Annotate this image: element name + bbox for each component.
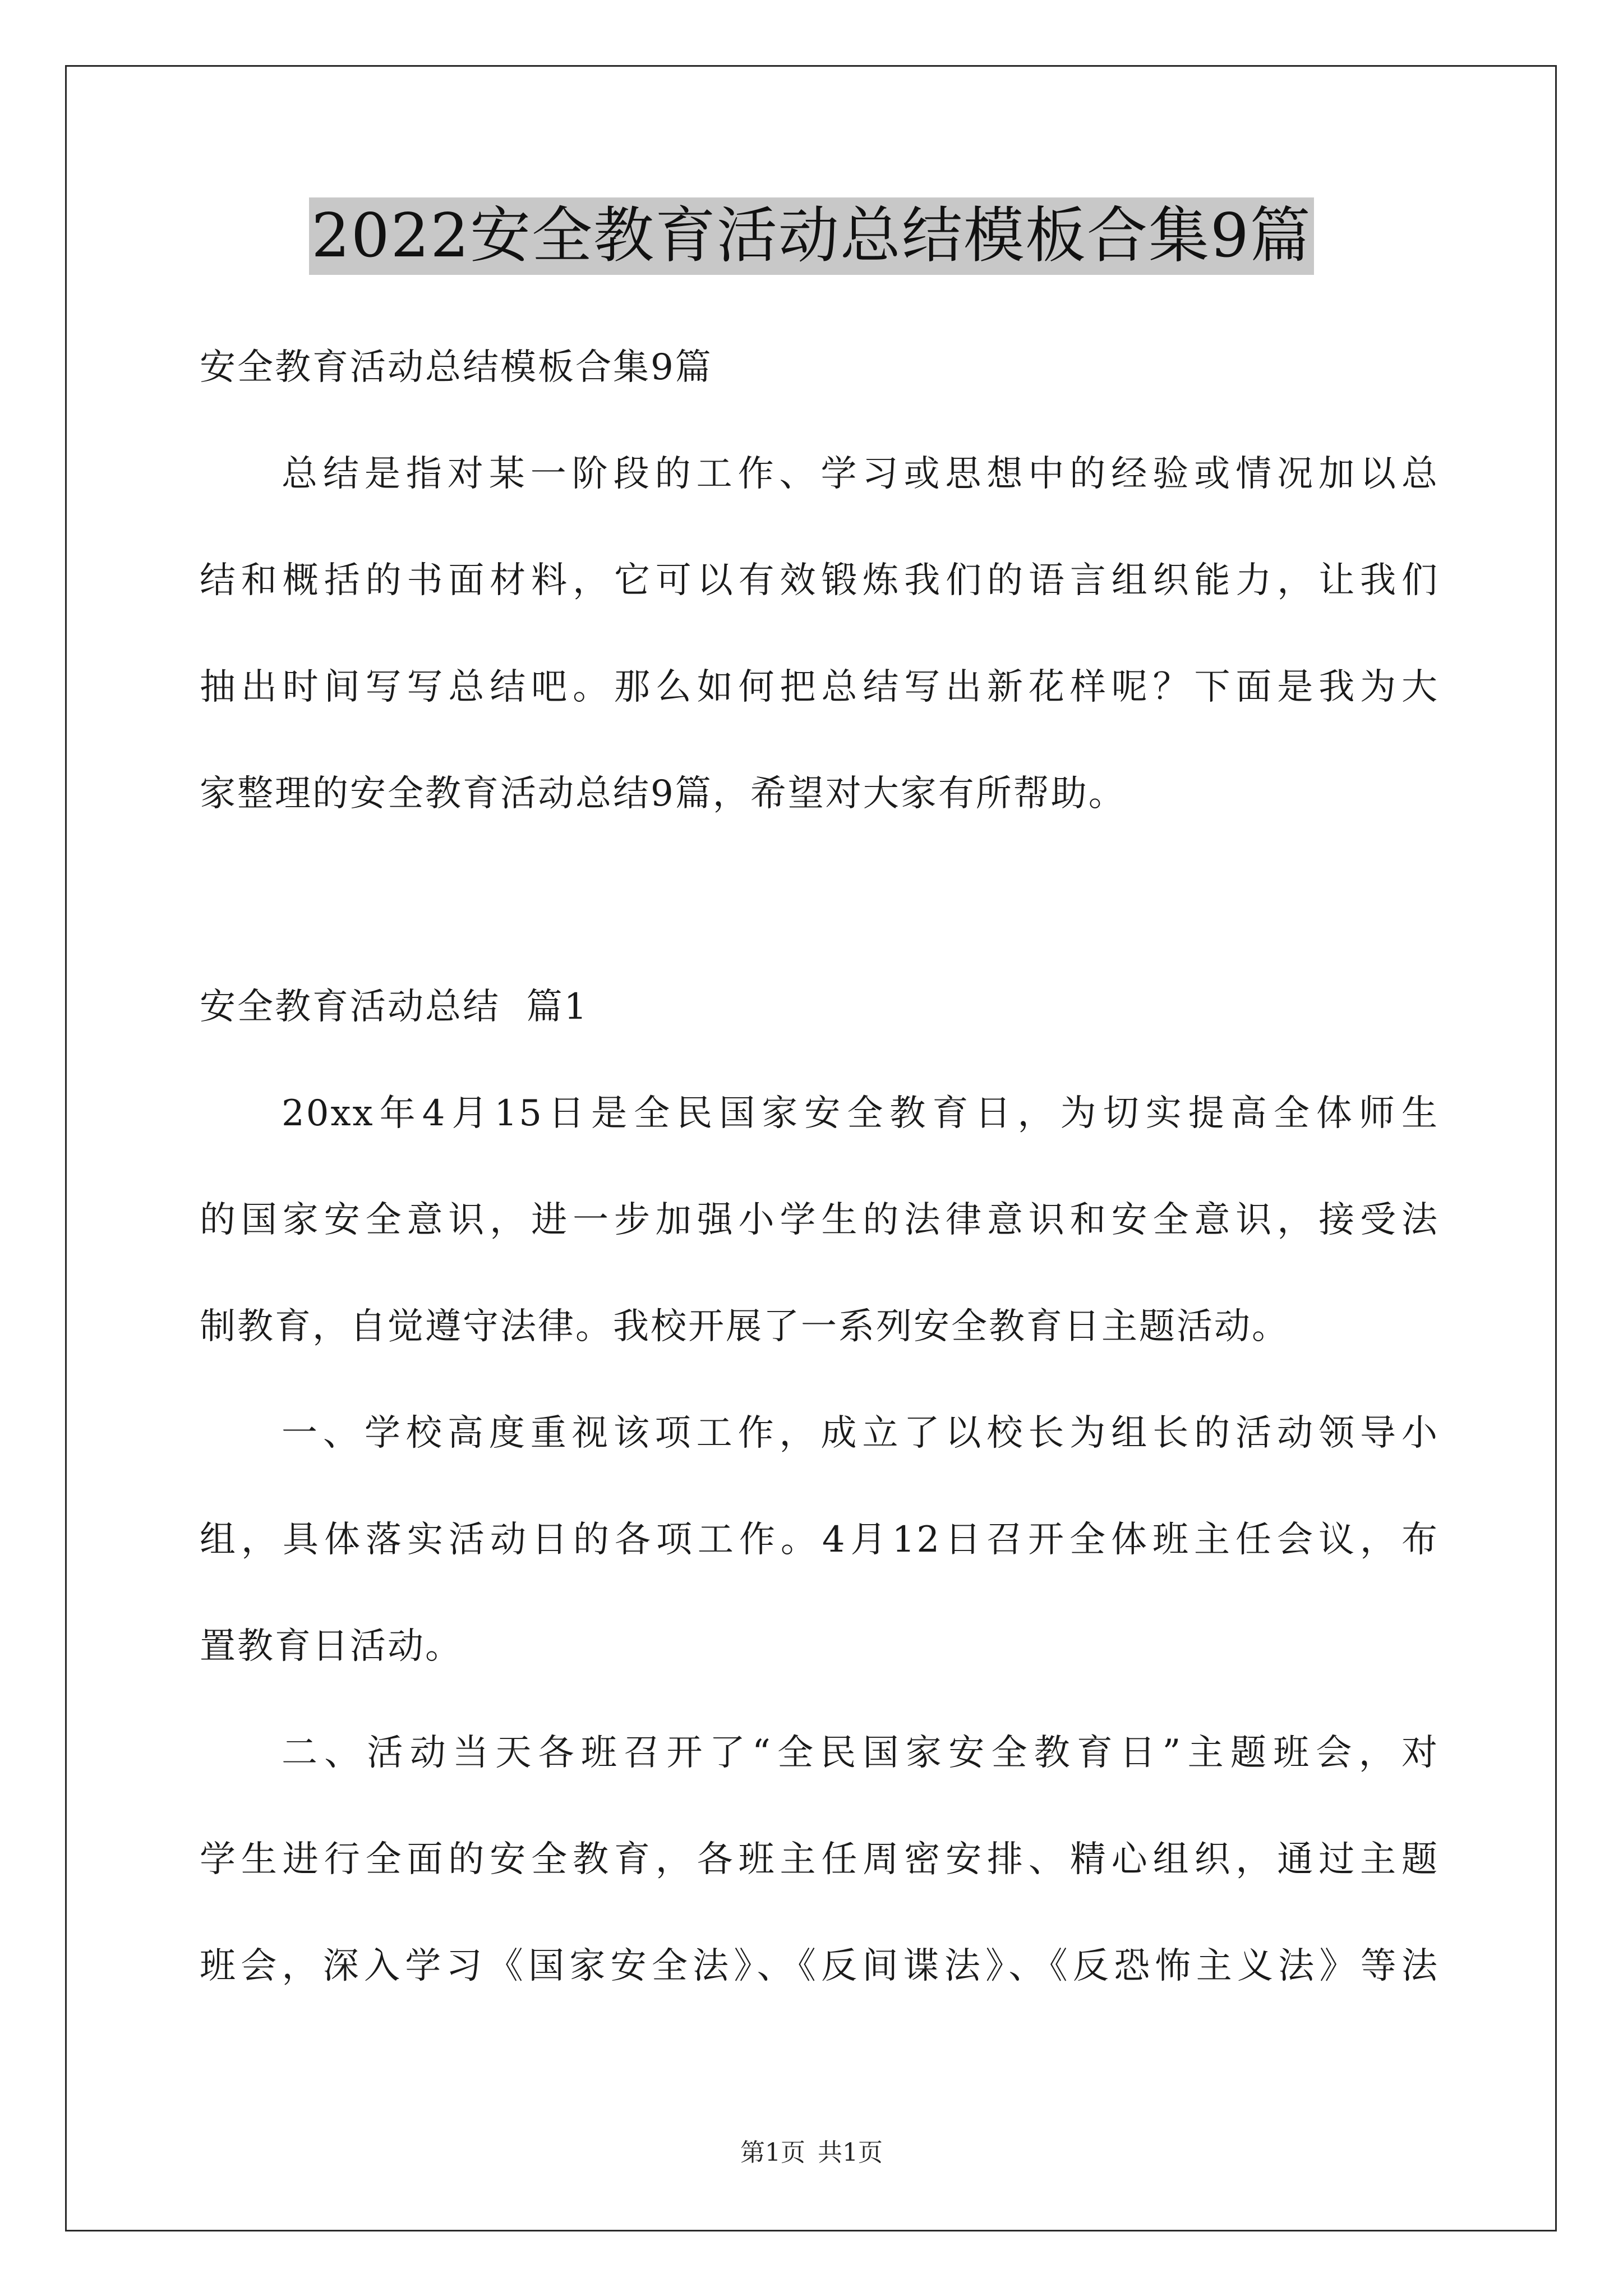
paragraph-line: 组，具体落实活动日的各项工作。4月12日召开全体班主任会议，布 [200,1519,1439,1561]
page-number: 第1页 [740,2138,805,2167]
document-title: 2022安全教育活动总结模板合集9篇 [309,197,1314,275]
intro-line: 抽出时间写写总结吧。那么如何把总结写出新花样呢？下面是我为大 [200,666,1439,708]
paragraph-line: 的国家安全意识，进一步加强小学生的法律意识和安全意识，接受法 [200,1199,1439,1241]
paragraph-1 [200,1060,1439,1380]
intro-line: 总结是指对某一阶段的工作、学习或思想中的经验或情况加以总 [282,453,1439,495]
intro-paragraph [200,421,1439,847]
title-container [0,197,1623,275]
document-subtitle: 安全教育活动总结模板合集9篇 [200,347,713,388]
paragraph-line: 20xx年4月15日是全民国家安全教育日，为切实提高全体师生 [282,1093,1439,1134]
paragraph-line: 学生进行全面的安全教育，各班主任周密安排、精心组织，通过主题 [200,1839,1439,1880]
paragraph-line: 二、活动当天各班召开了“全民国家安全教育日”主题班会，对 [282,1732,1439,1774]
paragraph-line: 制教育，自觉遵守法律。我校开展了一系列安全教育日主题活动。 [200,1306,1289,1347]
paragraph-line: 一、学校高度重视该项工作，成立了以校长为组长的活动领导小 [282,1412,1439,1454]
page-footer [0,2136,1623,2170]
paragraph-2 [200,1380,1439,1700]
intro-line: 家整理的安全教育活动总结9篇，希望对大家有所帮助。 [200,773,1126,815]
paragraph-gap [200,847,1439,954]
section-heading: 安全教育活动总结 篇1 [200,986,589,1028]
paragraph-line: 置教育日活动。 [200,1626,463,1667]
paragraph-line: 班会，深入学习《国家安全法》、《反间谍法》、《反恐怖主义法》等法 [200,1945,1439,1987]
page-total: 共1页 [818,2138,883,2167]
paragraph-3 [200,1700,1439,2019]
document-body [200,314,1439,2019]
intro-line: 结和概括的书面材料，它可以有效锻炼我们的语言组织能力，让我们 [200,560,1439,601]
